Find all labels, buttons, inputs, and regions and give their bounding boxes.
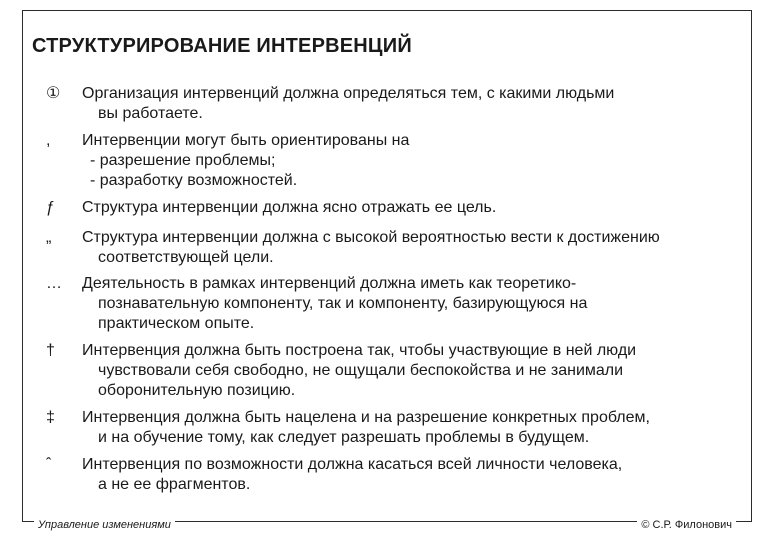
item-5-line-2: познавательную компоненту, так и компоненту, базирующуюся на <box>98 295 588 312</box>
item-8-line-1: Интервенция по возможности должна касаться всей личности человека, <box>82 456 623 473</box>
list-item-3 <box>46 198 497 218</box>
item-6-line-2: чувствовали себя свободно, не ощущали беспокойства и не занимали <box>98 362 624 379</box>
list-item-1 <box>46 84 615 124</box>
footer-copyright: © С.Р. Филонович <box>637 519 736 531</box>
item-4-line-1: Структура интервенции должна с высокой вероятностью вести к достижению <box>82 229 660 246</box>
item-4-line-2: соответствующей цели. <box>98 249 274 266</box>
item-5-line-3: практическом опыте. <box>98 315 255 332</box>
bullet-5: … <box>46 275 62 292</box>
list-item-8 <box>46 455 623 495</box>
list-item-7 <box>46 408 650 448</box>
item-2-line-1: Интервенции могут быть ориентированы на <box>82 132 410 149</box>
item-1-line-2: вы работаете. <box>98 105 203 122</box>
slide-title: СТРУКТУРИРОВАНИЕ ИНТЕРВЕНЦИЙ <box>32 35 412 57</box>
list-item-6 <box>46 341 637 401</box>
item-2-line-3: - разработку возможностей. <box>90 172 298 189</box>
bullet-1: ① <box>46 85 61 102</box>
item-3-line-1: Структура интервенции должна ясно отражать ее цель. <box>82 199 497 216</box>
item-7-line-1: Интервенция должна быть нацелена и на разрешение конкретных проблем, <box>82 409 650 426</box>
bullet-7: ‡ <box>46 409 55 426</box>
bullet-3: ƒ <box>46 199 55 216</box>
item-6-line-1: Интервенция должна быть построена так, чтобы участвующие в ней люди <box>82 342 637 359</box>
bullet-2: , <box>46 132 51 149</box>
item-7-line-2: и на обучение тому, как следует разрешать проблемы в будущем. <box>98 429 590 446</box>
list-item-5 <box>46 274 588 334</box>
bullet-6: † <box>46 342 55 359</box>
item-5-line-1: Деятельность в рамках интервенций должна иметь как теоретико- <box>82 275 577 292</box>
bullet-8: ˆ <box>46 456 52 473</box>
item-2-line-2: - разрешение проблемы; <box>90 152 276 169</box>
bullet-4: „ <box>46 229 52 246</box>
item-1-line-1: Организация интервенций должна определяться тем, с какими людьми <box>82 85 615 102</box>
list-item-4 <box>46 228 660 268</box>
footer-course-name: Управление изменениями <box>34 519 175 531</box>
list-item-2 <box>46 131 410 191</box>
item-6-line-3: оборонительную позицию. <box>98 382 296 399</box>
item-8-line-2: а не ее фрагментов. <box>98 476 251 493</box>
